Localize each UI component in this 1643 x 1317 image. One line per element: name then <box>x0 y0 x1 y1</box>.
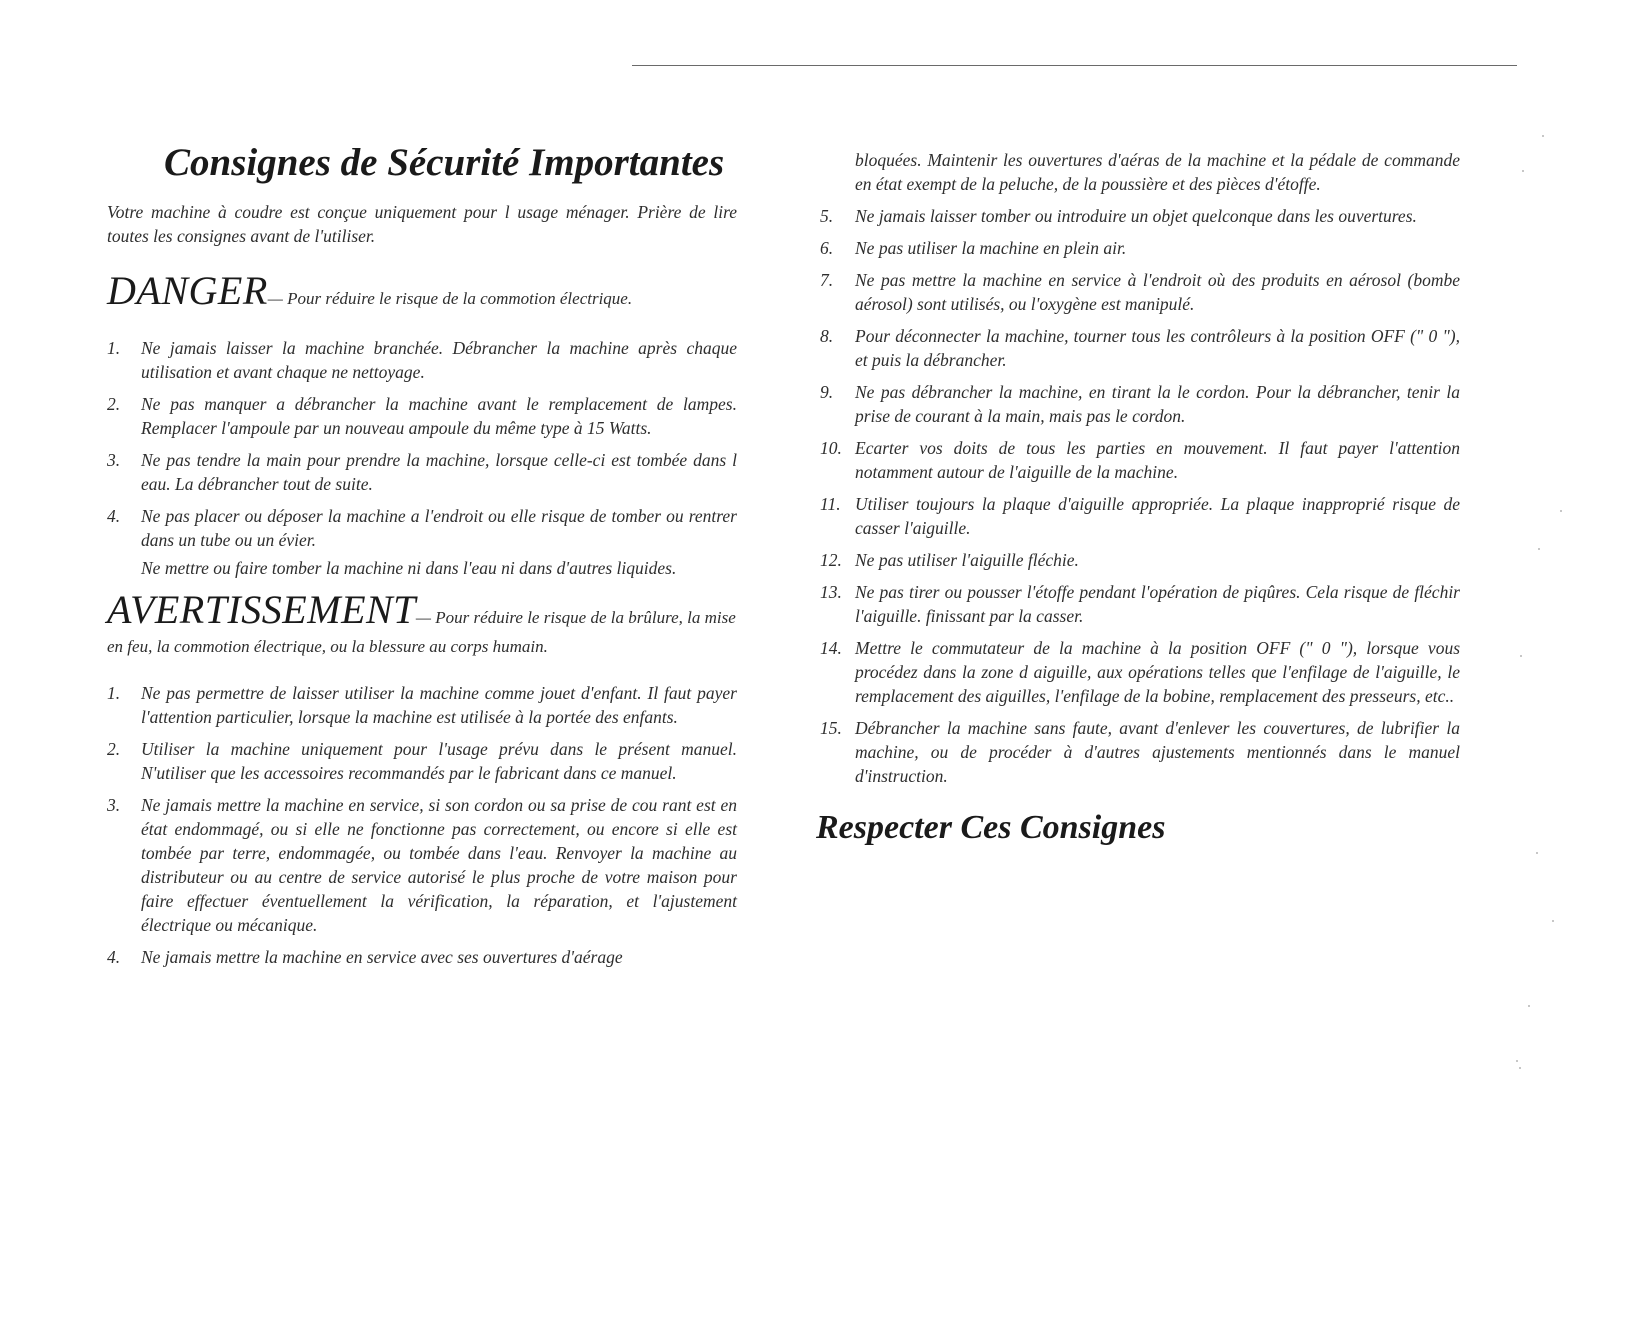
list-item <box>107 448 737 496</box>
item-text: Ne pas utiliser l'aiguille fléchie. <box>855 550 1079 570</box>
list-item <box>107 793 737 937</box>
danger-heading <box>107 268 737 314</box>
list-item <box>820 268 1460 316</box>
avertissement-list <box>107 681 737 969</box>
item-number: 14. <box>820 638 842 658</box>
item-text: Ne pas permettre de laisser utiliser la machine comme jouet d'enfant. Il faut payer l'attention particulier, lorsque la machine est utilisée à la portée des enfants. <box>141 683 737 727</box>
danger-word: DANGER <box>107 268 268 313</box>
item-text: Pour déconnecter la machine, tourner tous les contrôleurs à la position OFF (" 0 "), et puis la débrancher. <box>855 326 1460 370</box>
item-number: 7. <box>820 270 834 290</box>
item-number: 8. <box>820 326 834 346</box>
scan-speck <box>1519 1067 1521 1069</box>
list-item <box>820 580 1460 628</box>
scan-speck <box>1528 1005 1530 1007</box>
list-item <box>107 504 737 580</box>
list-item <box>820 716 1460 788</box>
list-item <box>820 636 1460 708</box>
item-text: Ne pas mettre la machine en service à l'endroit où des produits en aérosol (bombe aérosol) sont utilisés, ou l'oxygène est manipulé. <box>855 270 1460 314</box>
item-number: 4. <box>107 506 121 526</box>
scan-speck <box>1522 170 1524 172</box>
scan-speck <box>1536 852 1538 854</box>
scan-speck <box>1520 655 1522 657</box>
item-number: 1. <box>107 683 121 703</box>
list-item <box>820 436 1460 484</box>
avertissement-list-continued <box>820 204 1460 788</box>
scan-speck <box>1516 1060 1518 1062</box>
item-number: 9. <box>820 382 834 402</box>
item-text: Ne jamais mettre la machine en service avec ses ouvertures d'aérage <box>141 947 623 967</box>
item-text: Mettre le commutateur de la machine à la position OFF (" 0 "), lorsque vous procédez dans la zone d aiguille, aux opérations telles que l'enfilage de l'aiguille, le remplacement des aiguilles, l'enfilage de la bobine, remplacement des presseurs, etc.. <box>855 638 1460 706</box>
item-text: Utiliser toujours la plaque d'aiguille appropriée. La plaque inapproprié risque de casser l'aiguille. <box>855 494 1460 538</box>
avertissement-description: — Pour réduire le risque de la brûlure, la mise en feu, la commotion électrique, ou la blessure au corps humain. <box>107 608 736 656</box>
list-item <box>820 236 1460 260</box>
list-item <box>107 336 737 384</box>
continuation-text: bloquées. Maintenir les ouvertures d'aéras de la machine et la pédale de commande en état exempt de la peluche, de la poussière et des pièces d'étoffe. <box>855 150 1460 194</box>
item-text: Débrancher la machine sans faute, avant d'enlever les couvertures, de lubrifier la machine, ou de procéder à d'autres ajustements mentionnés dans le manuel d'instruction. <box>855 718 1460 786</box>
item-number: 15. <box>820 718 842 738</box>
list-item <box>820 380 1460 428</box>
item-text: Ne pas tendre la main pour prendre la machine, lorsque celle-ci est tombée dans l eau. La débrancher tout de suite. <box>141 450 737 494</box>
item-number: 12. <box>820 550 842 570</box>
item-number: 11. <box>820 494 841 514</box>
list-item <box>820 324 1460 372</box>
item-text: Ne pas tirer ou pousser l'étoffe pendant l'opération de piqûres. Cela risque de fléchir l'aiguille. finissant par la casser. <box>855 582 1460 626</box>
list-item <box>820 204 1460 228</box>
page-title: Consignes de Sécurité Importantes <box>164 141 725 184</box>
item-number: 3. <box>107 795 121 815</box>
scan-speck <box>1552 920 1554 922</box>
item-text: Ne pas manquer a débrancher la machine avant le remplacement de lampes. Remplacer l'ampoule par un nouveau ampoule du même type à 15 Watts. <box>141 394 737 438</box>
item-text: Ne jamais mettre la machine en service, si son cordon ou sa prise de cou rant est en état endommagé, ou si elle ne fonctionne pas correctement, ou encore si elle est tombée par terre, endommagée, ou tombée dans l'eau. Renvoyer la machine au distributeur ou au centre de service autorisé le plus proche de votre maison pour faire effectuer éventuellement la vérification, la réparation, et l'ajustement électrique ou mécanique. <box>141 795 737 935</box>
item-number: 2. <box>107 394 121 414</box>
list-item <box>820 548 1460 572</box>
item-number: 3. <box>107 450 121 470</box>
item-number: 13. <box>820 582 842 602</box>
item-text: Ne pas placer ou déposer la machine a l'endroit ou elle risque de tomber ou rentrer dans un tube ou un évier. <box>141 506 737 550</box>
item-text: Utiliser la machine uniquement pour l'usage prévu dans le présent manuel. N'utiliser que les accessoires recommandés par le fabricant dans ce manuel. <box>141 739 737 783</box>
item-text: Ecarter vos doits de tous les parties en mouvement. Il faut payer l'attention notamment autour de l'aiguille de la machine. <box>855 438 1460 482</box>
item-text: Ne jamais laisser tomber ou introduire un objet quelconque dans les ouvertures. <box>855 206 1417 226</box>
item-number: 2. <box>107 739 121 759</box>
right-column <box>816 148 1460 850</box>
item-extra-text: Ne mettre ou faire tomber la machine ni dans l'eau ni dans d'autres liquides. <box>141 558 677 578</box>
intro-text: Votre machine à coudre est conçue uniquement pour l usage ménager. Prière de lire toutes les consignes avant de l'utiliser. <box>107 202 737 246</box>
list-item <box>820 492 1460 540</box>
item-number: 5. <box>820 206 834 226</box>
list-item <box>107 681 737 729</box>
item-text: Ne jamais laisser la machine branchée. Débrancher la machine après chaque utilisation et avant chaque ne nettoyage. <box>141 338 737 382</box>
list-item <box>107 392 737 440</box>
item-number: 6. <box>820 238 834 258</box>
item-number: 4. <box>107 947 121 967</box>
closing-title: Respecter Ces Consignes <box>816 809 1166 846</box>
item-text: Ne pas débrancher la machine, en tirant la le cordon. Pour la débrancher, tenir la prise de courant à la main, mais pas le cordon. <box>855 382 1460 426</box>
left-column <box>107 140 737 985</box>
list-item <box>107 945 737 969</box>
scan-speck <box>1560 510 1562 512</box>
danger-list <box>107 336 737 580</box>
avertissement-heading <box>107 587 737 661</box>
scan-speck <box>1542 135 1544 137</box>
list-item <box>107 737 737 785</box>
item-number: 10. <box>820 438 842 458</box>
avertissement-word: AVERTISSEMENT <box>107 587 416 632</box>
top-rule <box>632 65 1517 66</box>
danger-description: — Pour réduire le risque de la commotion électrique. <box>267 289 633 308</box>
item-number: 1. <box>107 338 121 358</box>
item-text: Ne pas utiliser la machine en plein air. <box>855 238 1127 258</box>
scan-speck <box>1538 548 1540 550</box>
